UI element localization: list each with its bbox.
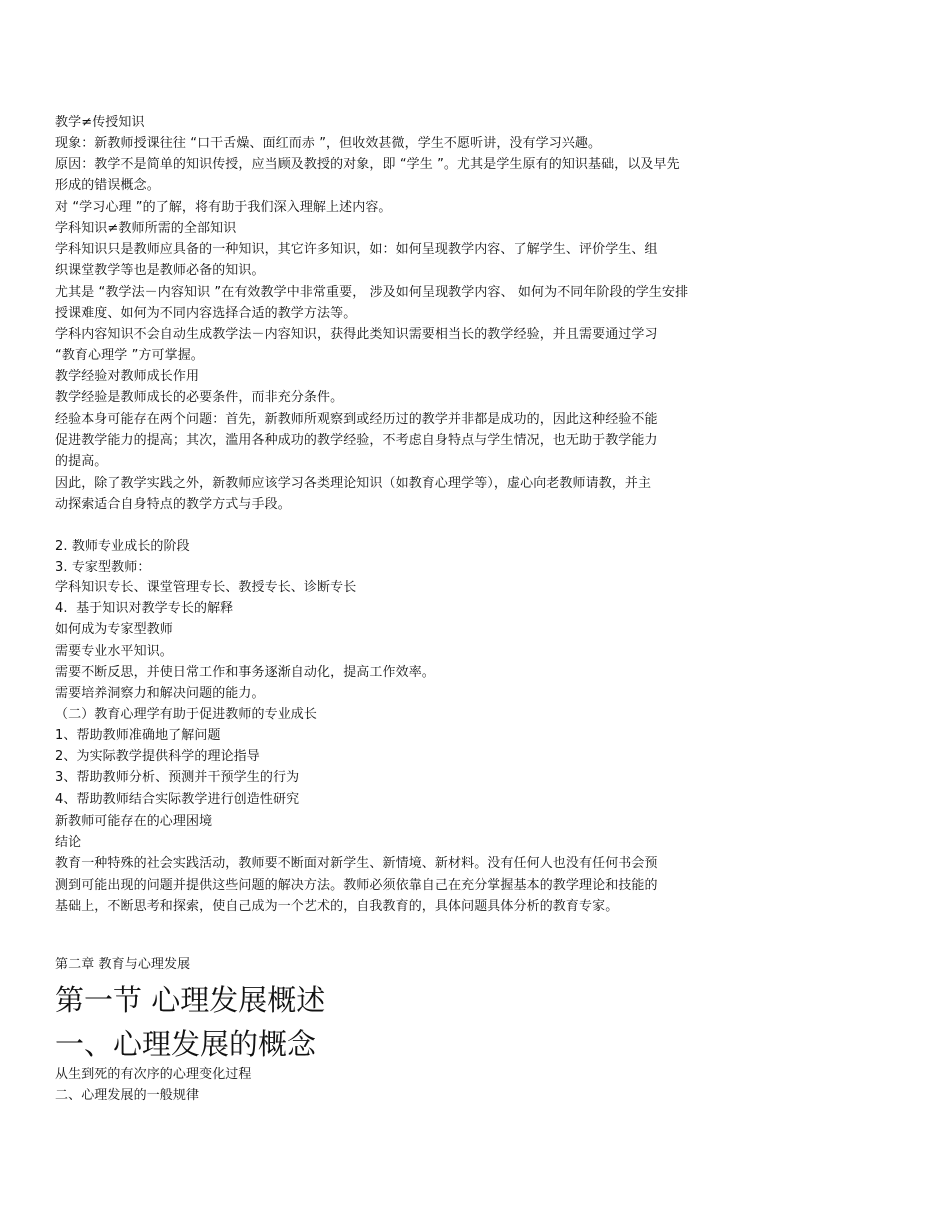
text-line: 的提高。 <box>55 454 108 469</box>
text-line: 需要不断反思，并使日常工作和事务逐渐自动化，提高工作效率。 <box>55 665 435 680</box>
text-line: 二、心理发展的一般规律 <box>55 1088 200 1103</box>
text-line: （二）教育心理学有助于促进教师的专业成长 <box>55 707 318 722</box>
text-line: 教学经验是教师成长的必要条件，而非充分条件。 <box>55 390 344 405</box>
text-line: 如何成为专家型教师 <box>55 622 173 637</box>
text-line: 促进教学能力的提高；其次，滥用各种成功的教学经验，不考虑自身特点与学生情况，也无助于教学能力 <box>55 433 658 448</box>
text-line: 经验本身可能存在两个问题：首先，新教师所观察到或经历过的教学并非都是成功的，因此这种经验不能 <box>55 412 658 427</box>
text-line: 需要培养洞察力和解决问题的能力。 <box>55 686 265 701</box>
text-line: 学科知识专长、课堂管理专长、教授专长、诊断专长 <box>55 580 357 595</box>
text-line: 新教师可能存在的心理困境 <box>55 814 213 829</box>
text-line: 教学≠传授知识 <box>55 115 145 130</box>
text-line: 动探索适合自身特点的教学方式与手段。 <box>55 497 291 512</box>
text-line: 结论 <box>55 835 82 850</box>
text-line: 现象：新教师授课往往 “口干舌燥、面红而赤 ”，但收效甚微，学生不愿听讲，没有学习兴趣。 <box>55 136 602 151</box>
subsection-heading: 一、心理发展的概念 <box>55 1027 317 1061</box>
text-line: 尤其是 “教学法－内容知识 ”在有效教学中非常重要， 涉及如何呈现教学内容、 如何为不同年阶段的学生安排 <box>55 285 689 300</box>
text-line: 测到可能出现的问题并提供这些问题的解决方法。教师必须依靠自己在充分掌握基本的教学理论和技能的 <box>55 878 658 893</box>
text-line: 因此，除了教学实践之外，新教师应该学习各类理论知识（如教育心理学等），虚心向老教师请教，并主 <box>55 476 652 491</box>
text-line: 教育一种特殊的社会实践活动，教师要不断面对新学生、新情境、新材料。没有任何人也没有任何书会预 <box>55 856 658 871</box>
list-item: 4、帮助教师结合实际教学进行创造性研究 <box>55 792 300 807</box>
text-line: 形成的错误概念。 <box>55 178 160 193</box>
list-item: 2、为实际教学提供科学的理论指导 <box>55 749 260 764</box>
chapter-title: 第二章 教育与心理发展 <box>55 957 191 972</box>
text-line: 学科知识只是教师应具备的一种知识，其它许多知识，如：如何呈现教学内容、了解学生、评价学生、组 <box>55 242 658 257</box>
section-line: 3. 专家型教师： <box>55 560 151 575</box>
text-line: “教育心理学 ”方可掌握。 <box>55 348 204 363</box>
text-line: 学科内容知识不会自动生成教学法－内容知识，获得此类知识需要相当长的教学经验，并且需要通过学习 <box>55 327 658 342</box>
list-item: 1、帮助教师准确地了解问题 <box>55 728 221 743</box>
section-line: 4. 基于知识对教学专长的解释 <box>55 601 234 616</box>
text-line: 基础上，不断思考和探索，使自己成为一个艺术的，自我教育的，具体问题具体分析的教育专家。 <box>55 899 619 914</box>
text-line: 授课难度、如何为不同内容选择合适的教学方法等。 <box>55 306 357 321</box>
text-line: 需要专业水平知识。 <box>55 644 173 659</box>
section-heading: 第一节 心理发展概述 <box>55 983 326 1017</box>
section-line: 2. 教师专业成长的阶段 <box>55 539 190 554</box>
list-item: 3、帮助教师分析、预测并干预学生的行为 <box>55 770 300 785</box>
text-line: 对 “学习心理 ”的了解，将有助于我们深入理解上述内容。 <box>55 200 392 215</box>
text-line: 学科知识≠教师所需的全部知识 <box>55 221 237 236</box>
text-line: 原因：教学不是简单的知识传授，应当顾及教授的对象，即 “学生 ”。尤其是学生原有的知识基础，以及早先 <box>55 157 680 172</box>
text-line: 从生到死的有次序的心理变化过程 <box>55 1067 252 1082</box>
text-line: 教学经验对教师成长作用 <box>55 369 200 384</box>
text-line: 织课堂教学等也是教师必备的知识。 <box>55 263 265 278</box>
